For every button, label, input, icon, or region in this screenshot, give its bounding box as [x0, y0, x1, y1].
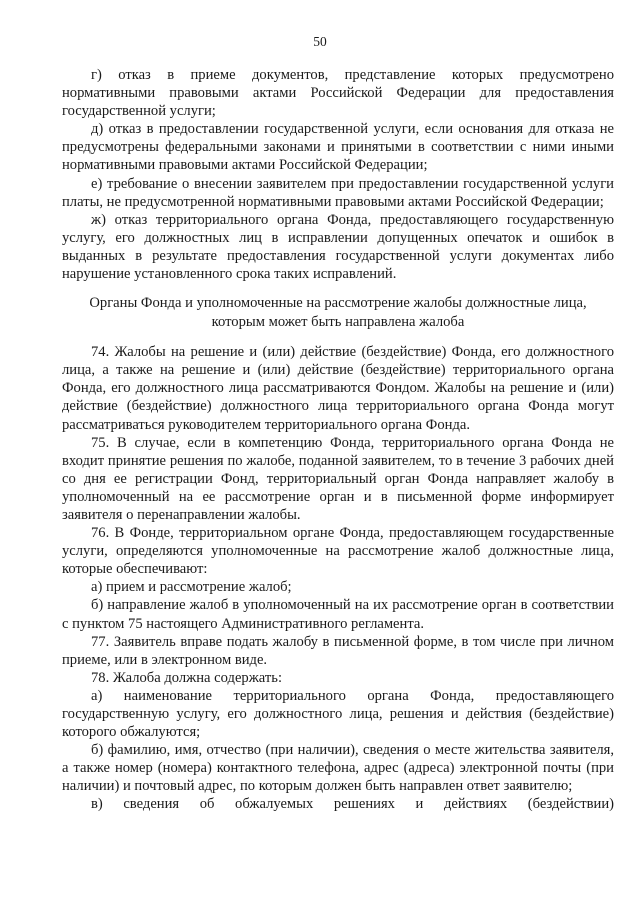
paragraph-e: е) требование о внесении заявителем при предоставлении государственной услуги платы, не предусмотренной нормативными правовыми актами Российской Федерации; — [62, 175, 614, 210]
paragraph-77: 77. Заявитель вправе подать жалобу в письменной форме, в том числе при личном приеме, или в электронном виде. — [62, 633, 614, 668]
paragraph-zh: ж) отказ территориального органа Фонда, предоставляющего государственную услугу, его должностных лиц в исправлении допущенных опечаток и ошибок в выданных в результате предоставления государственной услуги документах либо нарушение установленного срока таких исправлений. — [62, 211, 614, 283]
paragraph-74: 74. Жалобы на решение и (или) действие (бездействие) Фонда, его должностного лица, а также на решение и (или) действие (бездействие) территориального органа Фонда, его должностного лица рассматриваются Фондом. Жалобы на решение и (или) действие (бездействие) должностного лица территориального органа Фонда могут рассматриваться руководителем территориального органа Фонда. — [62, 344, 614, 433]
paragraph-78: 78. Жалоба должна содержать: — [91, 669, 282, 686]
section-heading: Органы Фонда и уполномоченные на рассмотрение жалобы должностные лица, которым может быть направлена жалоба — [89, 295, 587, 330]
paragraph-78-a: а) наименование территориального органа Фонда, предоставляющего государственную услугу, его должностного лица, решения и действия (бездействие) которого обжалуются; — [62, 687, 614, 741]
document-body — [62, 66, 614, 814]
paragraph-76: 76. В Фонде, территориальном органе Фонда, предоставляющем государственные услуги, определяются уполномоченные на рассмотрение жалоб должностные лица, которые обеспечивают: — [62, 525, 614, 578]
paragraph-78-v: в) сведения об обжалуемых решениях и действиях (бездействии) — [91, 796, 614, 813]
paragraph-78-b: б) фамилию, имя, отчество (при наличии), сведения о месте жительства заявителя, а также номер (номера) контактного телефона, адрес (адреса) электронной почты (при наличии) и почтовый адрес, по которым должен быть направлен ответ заявителю; — [62, 742, 614, 795]
paragraph-75: 75. В случае, если в компетенцию Фонда, территориального органа Фонда не входит принятие решения по жалобе, поданной заявителем, то в течение 3 рабочих дней со дня ее регистрации Фонд, территориальный орган Фонда направляет жалобу в уполномоченный на ее рассмотрение орган и в письменной форме информирует заявителя о перенаправлении жалобы. — [62, 434, 614, 523]
paragraph-76-a: а) прием и рассмотрение жалоб; — [91, 579, 292, 596]
paragraph-76-b: б) направление жалоб в уполномоченный на их рассмотрение орган в соответствии с пунктом 75 настоящего Административного регламента. — [62, 597, 614, 632]
paragraph-d: д) отказ в предоставлении государственной услуги, если основания для отказа не предусмотрены федеральными законами и принятыми в соответствии с ними иными нормативными правовыми актами Российской Федерации; — [62, 121, 614, 174]
paragraph-g: г) отказ в приеме документов, представление которых предусмотрено нормативными правовыми актами Российской Федерации для предоставления государственной услуги; — [62, 67, 614, 120]
page-number: 50 — [313, 34, 327, 49]
